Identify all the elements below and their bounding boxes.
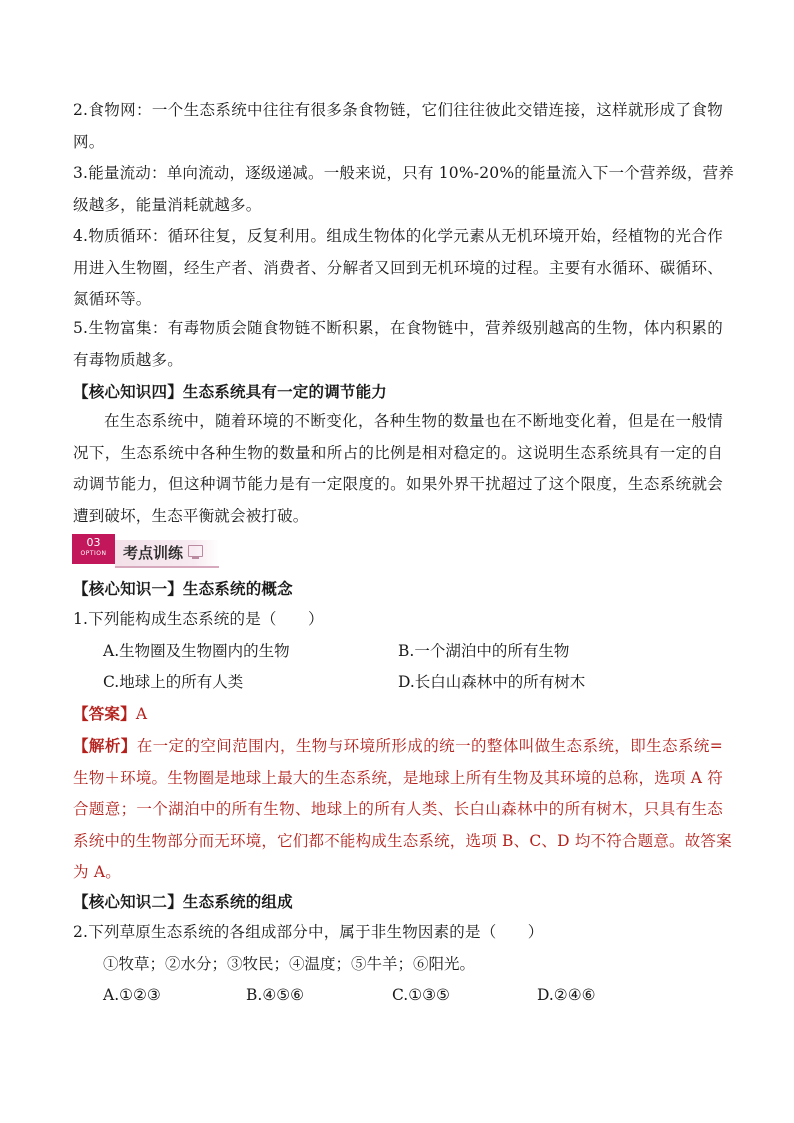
- text-line: 遭到破坏，生态平衡就会被打破。: [73, 506, 309, 525]
- heading-text: 【核心知识一】生态系统的概念: [73, 579, 293, 598]
- text-line: 氮循环等。: [73, 290, 152, 309]
- text-line: 生物＋环境。生物圈是地球上最大的生态系统，是地球上所有生物及其环境的总称，选项 A 符: [73, 768, 723, 787]
- question-1-option-d: D.长白山森林中的所有树木: [398, 673, 586, 691]
- text-line: 合题意；一个湖泊中的所有生物、地球上的所有人类、长白山森林中的所有树木，只具有生态: [73, 800, 723, 819]
- question-1-option-b: B.一个湖泊中的所有生物: [398, 642, 570, 660]
- heading-text: 【核心知识二】生态系统的组成: [73, 892, 293, 911]
- section-heading-k4: [73, 376, 723, 408]
- text-line: 用进入生物圈，经生产者、消费者、分解者又回到无机环境的过程。主要有水循环、碳循环、: [73, 258, 723, 277]
- banner-number: 03: [86, 536, 101, 549]
- k4-paragraph: [73, 406, 723, 532]
- text-line: 2.食物网：一个生态系统中往往有很多条食物链，它们往往彼此交错连接，这样就形成了食物: [73, 101, 723, 119]
- monitor-icon: [188, 545, 203, 557]
- question-2-option-d: D.②④⑥: [537, 986, 596, 1004]
- banner-number-box: [72, 534, 115, 564]
- text-line: 4.物质循环：循环往复，反复利用。组成生物体的化学元素从无机环境开始，经植物的光合作: [73, 227, 723, 245]
- question-1-analysis: [73, 730, 732, 889]
- question-2-option-c: C.①③⑤: [392, 986, 450, 1004]
- text-line: 网。: [73, 132, 105, 151]
- point-food-web: [73, 95, 723, 158]
- section-banner: [72, 534, 222, 570]
- banner-option: OPTION: [80, 550, 107, 557]
- banner-label: [115, 540, 219, 568]
- answer-label: 【答案】: [73, 704, 136, 723]
- question-1-option-a: A.生物圈及生物圈内的生物: [103, 642, 290, 660]
- banner-title: 考点训练: [123, 544, 184, 562]
- text-line: 级越多，能量消耗就越多。: [73, 195, 262, 214]
- text-line: 为 A。: [73, 863, 121, 882]
- question-2-items: ①牧草；②水分；③牧民；④温度；⑤牛羊；⑥阳光。: [103, 955, 476, 973]
- question-text: 1.下列能构成生态系统的是（ ）: [73, 610, 324, 628]
- text-line: 况下，生态系统中各种生物的数量和所占的比例是相对稳定的。这说明生态系统具有一定的自: [73, 443, 723, 462]
- point-material-cycle: [73, 221, 723, 316]
- text-line: 3.能量流动：单向流动，逐级递减。一般来说，只有 10%-20%的能量流入下一个营养级，营养: [73, 164, 735, 182]
- answer-value: A: [135, 705, 148, 723]
- question-2-option-b: B.④⑤⑥: [246, 986, 305, 1004]
- text-line: 动调节能力，但这种调节能力是有一定限度的。如果外界干扰超过了这个限度，生态系统就会: [73, 475, 723, 494]
- text-line: 系统中的生物部分而无环境，它们都不能构成生态系统，选项 B、C、D 均不符合题意。故答案: [73, 831, 732, 850]
- question-1-option-c: C.地球上的所有人类: [103, 673, 244, 691]
- section-heading-k2: [73, 886, 723, 918]
- text-line: 在生态系统中，随着环境的不断变化，各种生物的数量也在不断地变化着，但是在一般情: [104, 412, 723, 430]
- question-text: 2.下列草原生态系统的各组成部分中，属于非生物因素的是（ ）: [73, 923, 544, 941]
- question-1-stem: [73, 604, 723, 636]
- text-line: 在一定的空间范围内，生物与环境所形成的统一的整体叫做生态系统，即生态系统=: [136, 737, 723, 755]
- analysis-label: 【解析】: [73, 736, 137, 755]
- text-line: 有毒物质越多。: [73, 350, 183, 369]
- section-heading-k1: [73, 573, 723, 605]
- question-2-stem: [73, 917, 723, 949]
- heading-text: 【核心知识四】生态系统具有一定的调节能力: [73, 382, 388, 401]
- question-1-answer: [73, 698, 723, 731]
- text-line: 5.生物富集：有毒物质会随食物链不断积累，在食物链中，营养级别越高的生物，体内积累的: [73, 319, 723, 337]
- point-bio-accumulation: [73, 313, 723, 376]
- point-energy-flow: [73, 158, 735, 221]
- question-2-option-a: A.①②③: [103, 986, 161, 1004]
